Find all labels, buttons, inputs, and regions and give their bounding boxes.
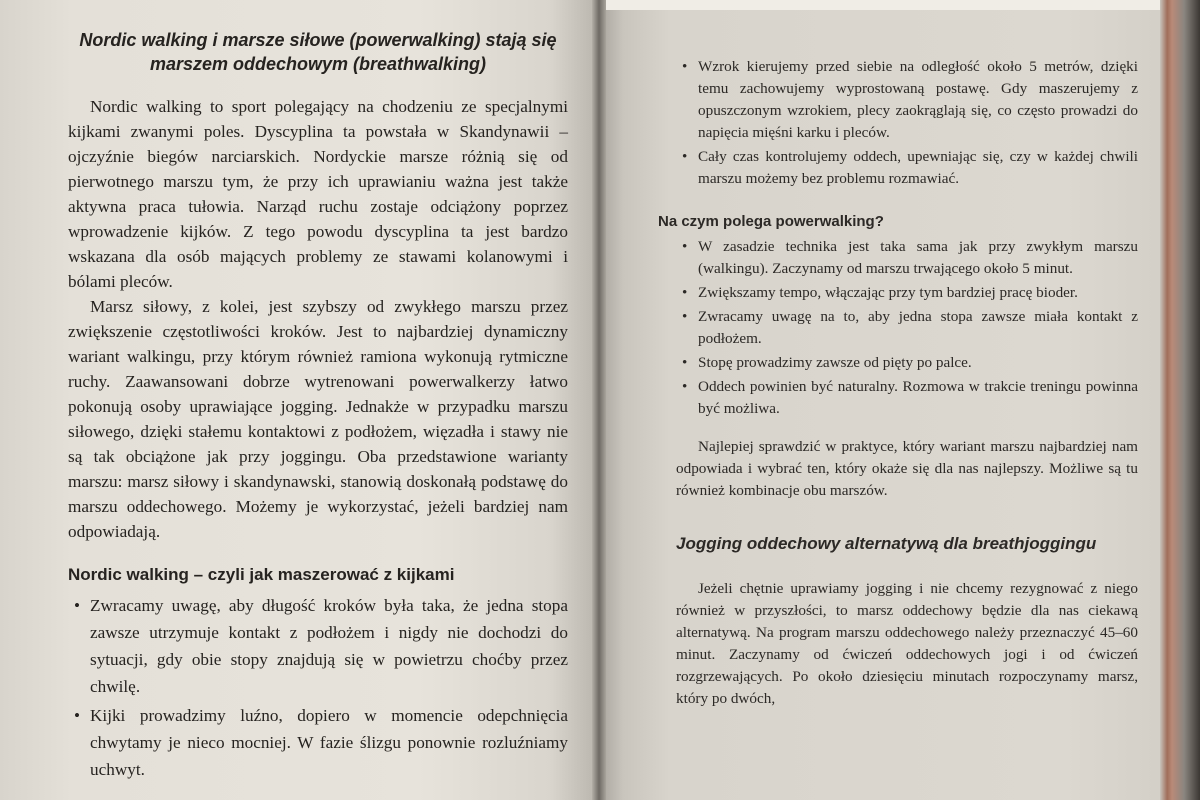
sub-heading: Na czym polega powerwalking? bbox=[658, 213, 884, 230]
body-paragraph: Jeżeli chętnie uprawiamy jogging i nie chcemy rezygnować z niego również w przyszłości, to marsz oddechowy będzie dla nas ciekawą alternatywą. Na program marszu oddechowego należy przeznaczyć 45–60 minut. Zaczynamy od ćwiczeń oddechowych jogi i od ćwiczeń rozgrzewających. Po około dziesięciu minutach rozpoczynamy marsz, który po dwóch, bbox=[676, 580, 1138, 707]
book-spine bbox=[592, 0, 606, 800]
body-paragraph: Najlepiej sprawdzić w praktyce, który wariant marszu najbardziej nam odpowiada i wybrać ten, który okaże się dla nas najlepszy. Możliwe są tu również kombinacje obu marszów. bbox=[676, 438, 1138, 499]
page-edge bbox=[1160, 0, 1200, 800]
section-heading: Jogging oddechowy alternatywą dla breathjoggingu bbox=[676, 534, 1097, 553]
list-item: • W zasadzie technika jest taka sama jak przy zwykłym marszu (walkingu). Zaczynamy od marszu trwającego około 5 minut. bbox=[682, 238, 1138, 277]
bullet-icon: • bbox=[74, 596, 81, 615]
left-page-content bbox=[68, 28, 568, 785]
chapter-heading: Nordic walking i marsze siłowe (powerwalking) stają się marszem oddechowym (breathwalking) bbox=[79, 30, 557, 74]
bullet-icon: • bbox=[682, 58, 688, 75]
bullet-icon: • bbox=[682, 238, 688, 255]
body-paragraph: Nordic walking to sport polegający na chodzeniu ze specjalnymi kijkami zwanymi poles. Dyscyplina ta powstała w Skandynawii – ojczyźnie biegów narciarskich. Nordyckie marsze różnią się od pierwotnego marszu tym, że przy ich uprawianiu ważna jest także aktywna praca tułowia. Narząd ruchu zostaje odciążony poprzez wprowadzenie kijków. Z tego powodu dyscyplina ta jest bardzo wskazana dla osób mających problemy ze stawami kolanowymi i bólami pleców. bbox=[68, 97, 568, 291]
bullet-icon: • bbox=[682, 308, 688, 325]
bullet-list bbox=[68, 592, 568, 783]
bullet-icon: • bbox=[682, 284, 688, 301]
bullet-list bbox=[676, 56, 1138, 190]
bullet-icon: • bbox=[682, 354, 688, 371]
bullet-list bbox=[676, 236, 1138, 420]
body-paragraph: Marsz siłowy, z kolei, jest szybszy od zwykłego marszu przez zwiększenie częstotliwości kroków. Jest to najbardziej dynamiczny wariant walkingu, przy którym również ramiona wykonują rytmiczne ruchy. Zaawansowani dobrze wytrenowani powerwalkerzy łatwo pokonują osoby uprawiające jogging. Jednakże w przypadku marszu siłowego, dzięki stałemu kontaktowi z podłożem, więzadła i stawy nie są tak obciążone jak przy joggingu. Oba przedstawione warianty marszu: marsz siłowy i skandynawski, stanowią doskonałą podstawę do marszu oddechowego. Możemy je wykorzystać, jeżeli bardziej nam odpowiadają. bbox=[68, 297, 568, 541]
bullet-icon: • bbox=[74, 706, 81, 725]
section-heading: Nordic walking – czyli jak maszerować z kijkami bbox=[68, 565, 455, 584]
bullet-icon: • bbox=[682, 378, 688, 395]
bullet-icon: • bbox=[682, 148, 688, 165]
list-item: • Wzrok kierujemy przed siebie na odległość około 5 metrów, dzięki temu zachowujemy wyprostowaną postawę. Gdy maszerujemy z opuszczonym wzrokiem, plecy zaokrąglają się, co często prowadzi do napięcia mięśni karku i pleców. bbox=[682, 58, 1138, 141]
right-page-content bbox=[658, 56, 1138, 710]
list-item: • Stopę prowadzimy zawsze od pięty po palce. bbox=[676, 352, 1138, 374]
list-item: • Zwracamy uwagę, aby długość kroków była taka, że jedna stopa zawsze utrzymuje kontakt z podłożem i nigdy nie dochodzi do sytuacji, gdy obie stopy znajdują się w powietrzu choćby przez chwilę. bbox=[68, 592, 568, 700]
list-item: • Kijki prowadzimy luźno, dopiero w momencie odepchnięcia chwytamy je nieco mocniej. W fazie ślizgu ponownie rozluźniamy uchwyt. bbox=[68, 702, 568, 783]
list-item: • Oddech powinien być naturalny. Rozmowa w trakcie treningu powinna być możliwa. bbox=[682, 378, 1138, 417]
list-item: • Zwiększamy tempo, włączając przy tym bardziej pracę bioder. bbox=[676, 282, 1138, 304]
list-item: • Cały czas kontrolujemy oddech, upewniając się, czy w każdej chwili marszu możemy bez problemu rozmawiać. bbox=[682, 148, 1138, 187]
list-item: • Zwracamy uwagę na to, aby jedna stopa zawsze miała kontakt z podłożem. bbox=[682, 308, 1138, 347]
background-strip bbox=[606, 0, 1200, 10]
